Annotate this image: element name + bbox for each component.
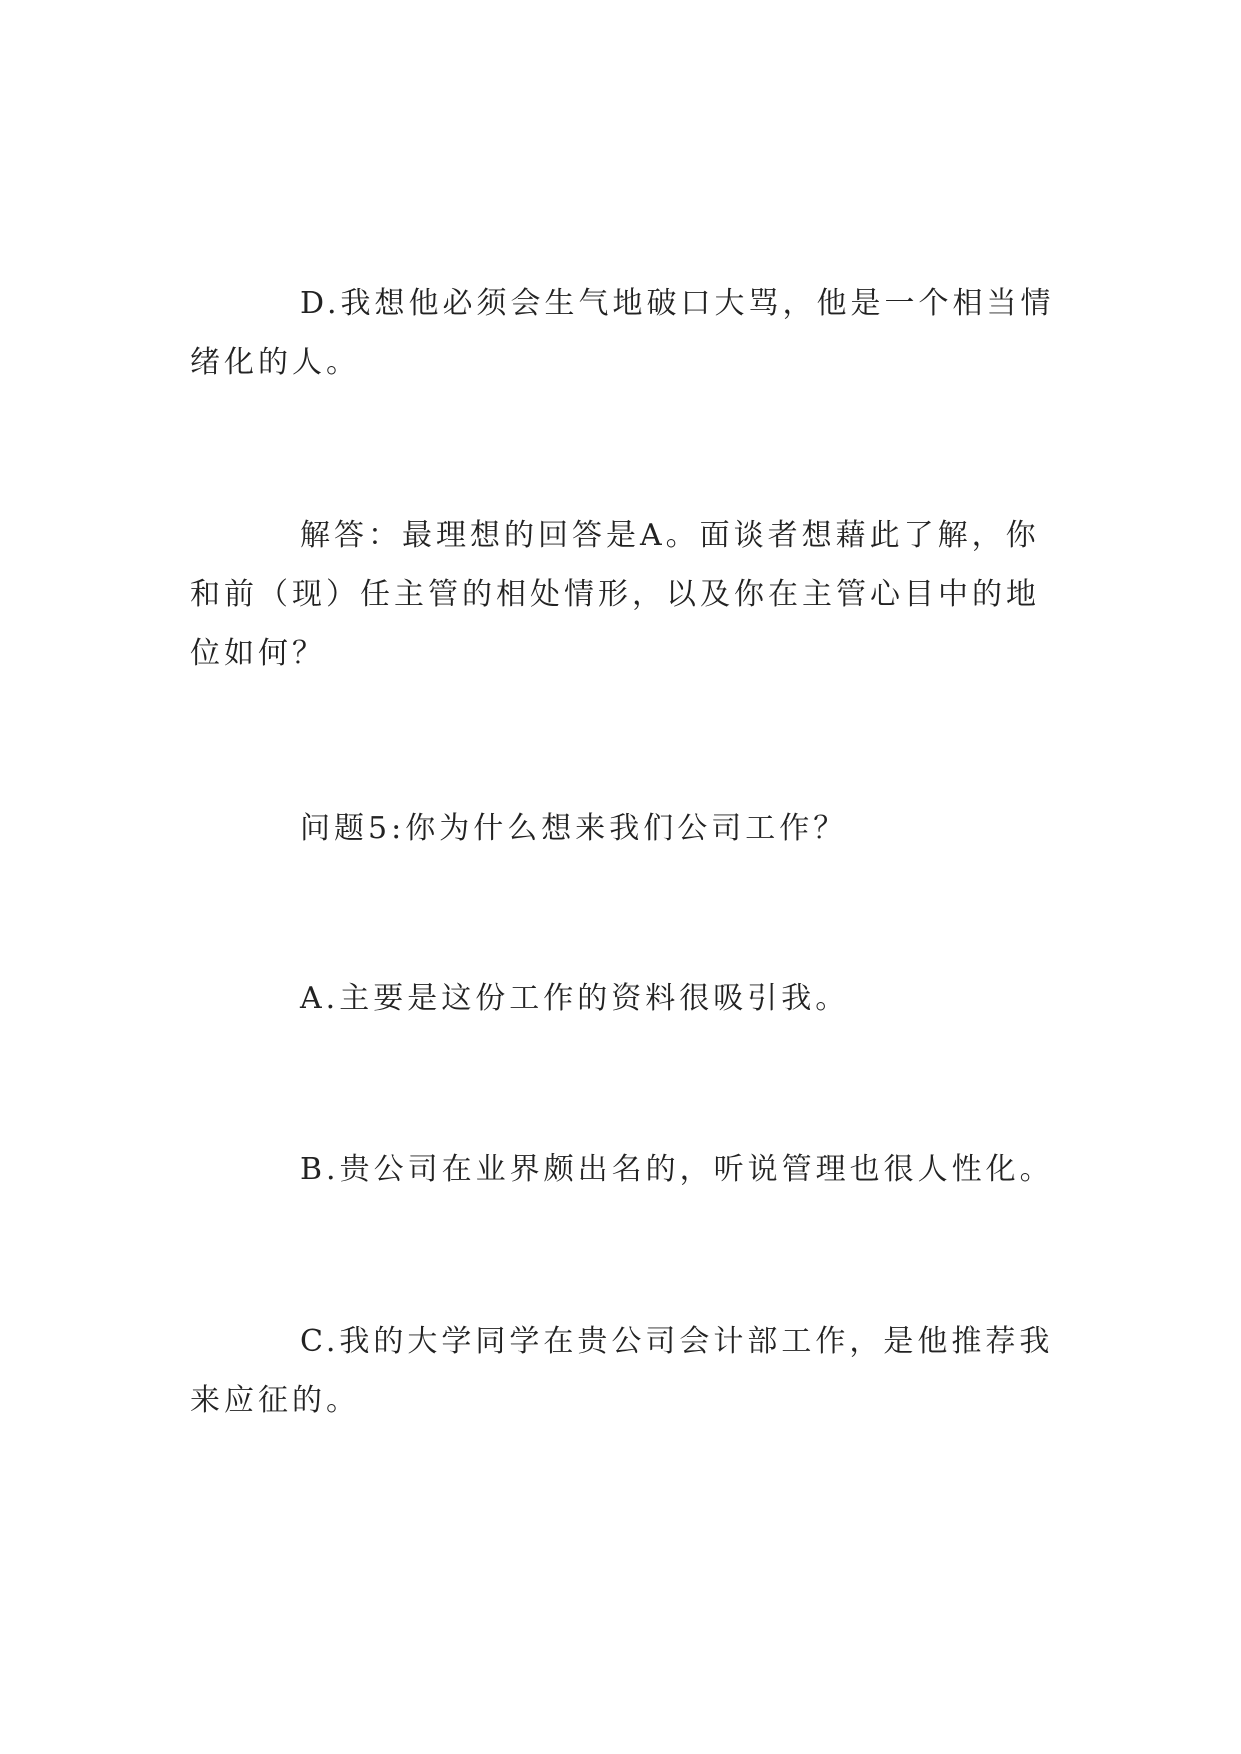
question-5-paragraph: 问题5:你为什么想来我们公司工作？: [300, 811, 848, 846]
option-c-paragraph: C.我的大学同学在贵公司会计部工作，是他推荐我来应征的。: [190, 1324, 1054, 1418]
option-a-paragraph: A.主要是这份工作的资料很吸引我。: [300, 981, 850, 1016]
option-b-paragraph: B.贵公司在业界颇出名的，听说管理也很人性化。: [300, 1152, 1054, 1187]
answer-paragraph: 解答：最理想的回答是A。面谈者想藉此了解，你和前（现）任主管的相处情形，以及你在主管心目中的地位如何？: [190, 518, 1040, 671]
option-d-paragraph: D.我想他必须会生气地破口大骂，他是一个相当情绪化的人。: [190, 286, 1055, 380]
